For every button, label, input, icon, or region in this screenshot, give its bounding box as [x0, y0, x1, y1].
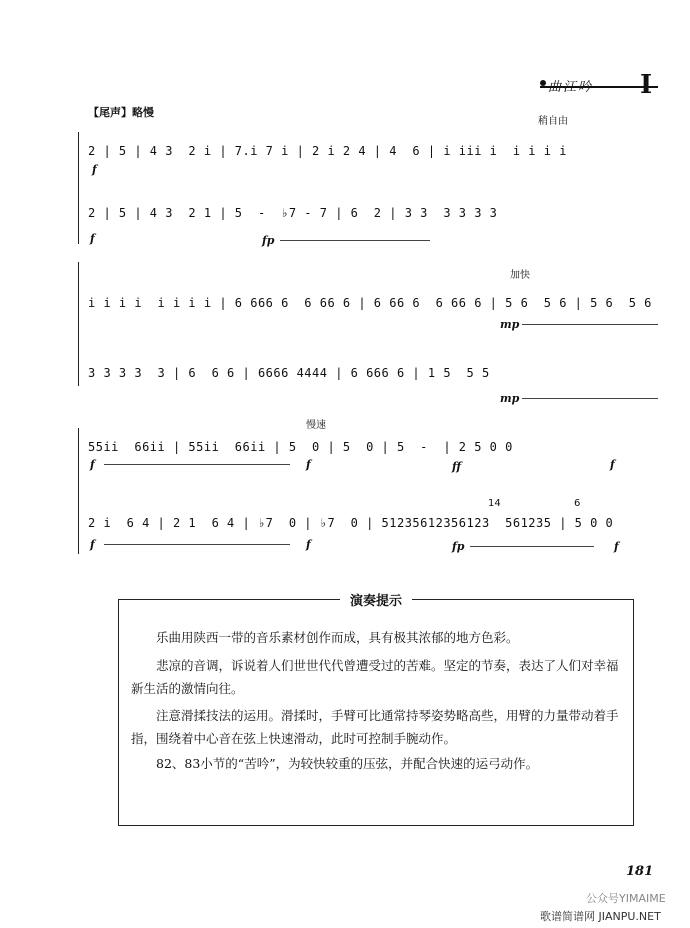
- system-2-dynamic-1: mp: [500, 318, 520, 331]
- system-3-hairpin-3: [470, 546, 594, 547]
- watermark-site: 歌谱简谱网 JIANPU.NET: [540, 910, 661, 923]
- system-3-hairpin-2: [104, 544, 290, 545]
- system-2-dynamic-2: mp: [500, 392, 520, 405]
- page-number: 181: [626, 864, 654, 879]
- note-paragraph-4: 82、83小节的“苦吟”，为较快较重的压弦，并配合快速的运弓动作。: [156, 756, 539, 771]
- system-1-hairpin: [280, 240, 430, 241]
- system-3-dynamic-4: f: [610, 458, 615, 471]
- system-1-dynamic-1: f: [92, 163, 97, 176]
- note-paragraph-1: 乐曲用陕西一带的音乐素材创作而成，具有极其浓郁的地方色彩。: [156, 630, 519, 645]
- tuplet-6: 6: [574, 498, 581, 509]
- system-2-lower-staff: 3 3 3 3 3 | 6 6 6 | 6666 4444 | 6 666 6 | 1 5 5 5: [88, 366, 490, 380]
- system-3-dynamic-8: f: [614, 540, 619, 553]
- system-1-dynamic-2: f: [90, 232, 95, 245]
- performance-notes-title: [119, 590, 633, 609]
- tempo-mark-2: 加快: [510, 270, 530, 281]
- system-3-dynamic-7: fp: [452, 540, 465, 553]
- note-paragraph-3: 注意滑揉技法的运用。滑揉时，手臂可比通常持琴姿势略高些，用臂的力量带动着手指，围绕着中心音在弦上快速滑动，此时可控制手腕动作。: [131, 708, 619, 746]
- system-3-dynamic-2: f: [306, 458, 311, 471]
- system-1-lower-staff: 2 | 5 | 4 3 2 1 | 5 - ♭7 - 7 | 6 2 | 3 3 3 3 3 3: [88, 206, 498, 220]
- system-1-brace: [78, 132, 79, 244]
- system-3-upper-staff: 55ii 66ii | 55ii 66ii | 5 0 | 5 0 | 5 - | 2 5 0 0: [88, 440, 513, 454]
- tuplet-14: 14: [488, 498, 501, 509]
- section-label: 【尾声】略慢: [88, 106, 154, 119]
- system-2-hairpin-2: [522, 398, 658, 399]
- system-1-dynamic-3: fp: [262, 234, 275, 247]
- note-paragraph-2: 悲凉的音调，诉说着人们世世代代曾遭受过的苦难。坚定的节奏，表达了人们对幸福新生活的激情向往。: [131, 658, 619, 696]
- system-3-dynamic-3: ff: [452, 460, 462, 473]
- watermark-account: 公众号YIMAIME: [586, 892, 666, 905]
- system-3-dynamic-5: f: [90, 538, 95, 551]
- tempo-mark-1: 稍自由: [538, 116, 568, 127]
- tempo-mark-3: 慢速: [306, 420, 326, 431]
- system-3-brace: [78, 428, 79, 554]
- system-2-hairpin-1: [522, 324, 658, 325]
- header-mark: I: [640, 70, 653, 100]
- system-2-brace: [78, 262, 79, 386]
- performance-notes-box: [118, 594, 634, 826]
- system-3-dynamic-6: f: [306, 538, 311, 551]
- system-3-hairpin-1: [104, 464, 290, 465]
- system-2-upper-staff: i i i i i i i i | 6 666 6 6 66 6 | 6 66 6 6 66 6 | 5 6 5 6 | 5 6 5 6: [88, 296, 652, 310]
- system-1-upper-staff: 2 | 5 | 4 3 2 i | 7.i 7 i | 2 i 2 4 | 4 6 | i iii i i i i i: [88, 144, 567, 158]
- system-3-lower-staff: 2 i 6 4 | 2 1 6 4 | ♭7 0 | ♭7 0 | 51235612356123 561235 | 5 0 0: [88, 516, 614, 530]
- system-3-dynamic-1: f: [90, 458, 95, 471]
- performance-notes-title-text: 演奏提示: [340, 594, 412, 609]
